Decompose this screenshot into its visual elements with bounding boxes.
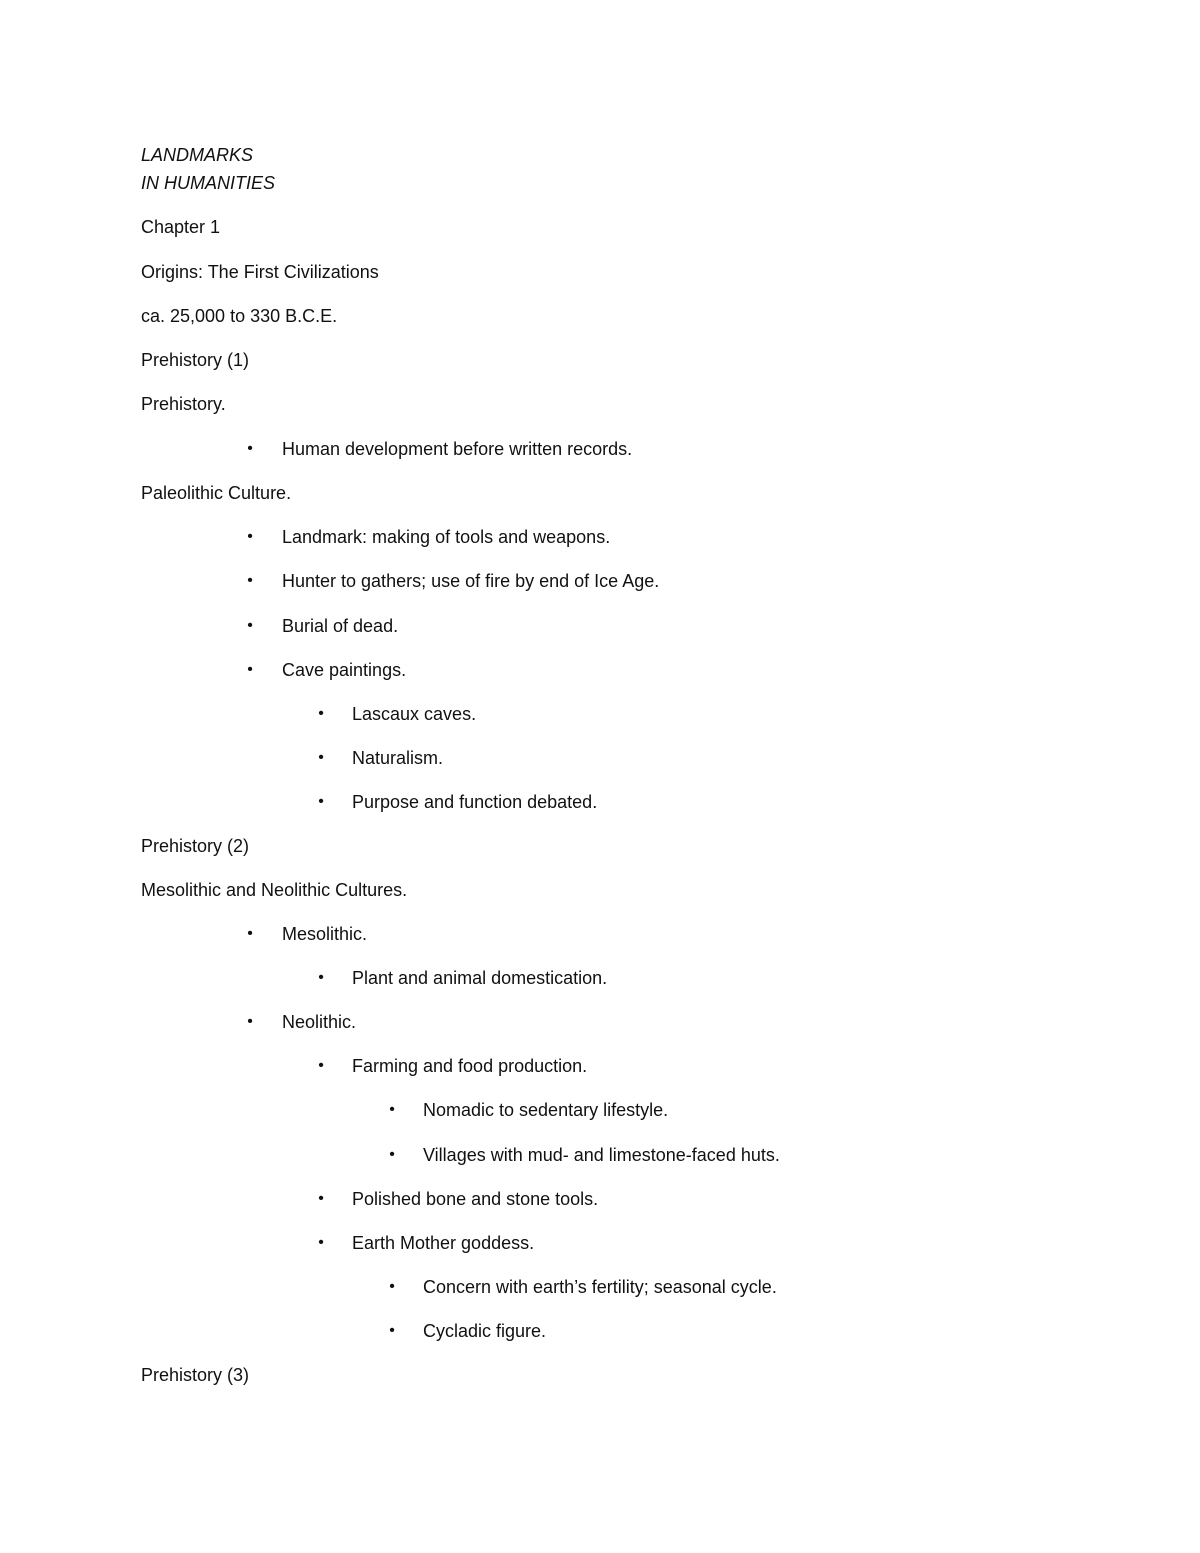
- bullet-icon: •: [318, 969, 324, 986]
- chapter-title: Origins: The First Civilizations: [141, 262, 379, 282]
- chapter-label: Chapter 1: [141, 217, 221, 237]
- bullet-icon: •: [247, 528, 253, 545]
- bullet-icon: •: [247, 1013, 253, 1030]
- paleolithic-label: Paleolithic Culture.: [141, 483, 292, 503]
- list-item: Landmark: making of tools and weapons.: [282, 527, 611, 547]
- section-heading-2: Prehistory (2): [141, 836, 250, 856]
- bullet-icon: •: [318, 1190, 324, 1207]
- bullet-icon: •: [389, 1278, 395, 1295]
- bullet-icon: •: [389, 1101, 395, 1118]
- date-range: ca. 25,000 to 330 B.C.E.: [141, 306, 338, 326]
- bullet-icon: •: [318, 749, 324, 766]
- bullet-icon: •: [318, 1057, 324, 1074]
- list-item: Burial of dead.: [282, 616, 399, 636]
- doc-title-line-2: IN HUMANITIES: [141, 173, 276, 193]
- list-item: Purpose and function debated.: [352, 792, 598, 812]
- list-item: Cycladic figure.: [423, 1321, 547, 1341]
- list-item: Nomadic to sedentary lifestyle.: [423, 1100, 669, 1120]
- section-heading-3: Prehistory (3): [141, 1365, 250, 1385]
- list-item: Human development before written records.: [282, 439, 633, 459]
- doc-title-line-1: LANDMARKS: [141, 145, 254, 165]
- bullet-icon: •: [247, 440, 253, 457]
- list-item: Lascaux caves.: [352, 704, 477, 724]
- list-item: Concern with earth’s fertility; seasonal cycle.: [423, 1277, 777, 1297]
- bullet-icon: •: [318, 1234, 324, 1251]
- cultures-label: Mesolithic and Neolithic Cultures.: [141, 880, 408, 900]
- bullet-icon: •: [318, 793, 324, 810]
- list-item: Naturalism.: [352, 748, 444, 768]
- bullet-icon: •: [389, 1146, 395, 1163]
- prehistory-label: Prehistory.: [141, 394, 226, 414]
- list-item: Villages with mud- and limestone-faced huts.: [423, 1145, 780, 1165]
- list-item: Polished bone and stone tools.: [352, 1189, 599, 1209]
- bullet-icon: •: [247, 925, 253, 942]
- list-item: Neolithic.: [282, 1012, 357, 1032]
- list-item: Mesolithic.: [282, 924, 368, 944]
- list-item: Farming and food production.: [352, 1056, 588, 1076]
- list-item: Earth Mother goddess.: [352, 1233, 535, 1253]
- list-item: Plant and animal domestication.: [352, 968, 608, 988]
- list-item: Hunter to gathers; use of fire by end of Ice Age.: [282, 571, 660, 591]
- bullet-icon: •: [247, 572, 253, 589]
- bullet-icon: •: [247, 617, 253, 634]
- section-heading-1: Prehistory (1): [141, 350, 250, 370]
- bullet-icon: •: [389, 1322, 395, 1339]
- bullet-icon: •: [318, 705, 324, 722]
- list-item: Cave paintings.: [282, 660, 407, 680]
- bullet-icon: •: [247, 661, 253, 678]
